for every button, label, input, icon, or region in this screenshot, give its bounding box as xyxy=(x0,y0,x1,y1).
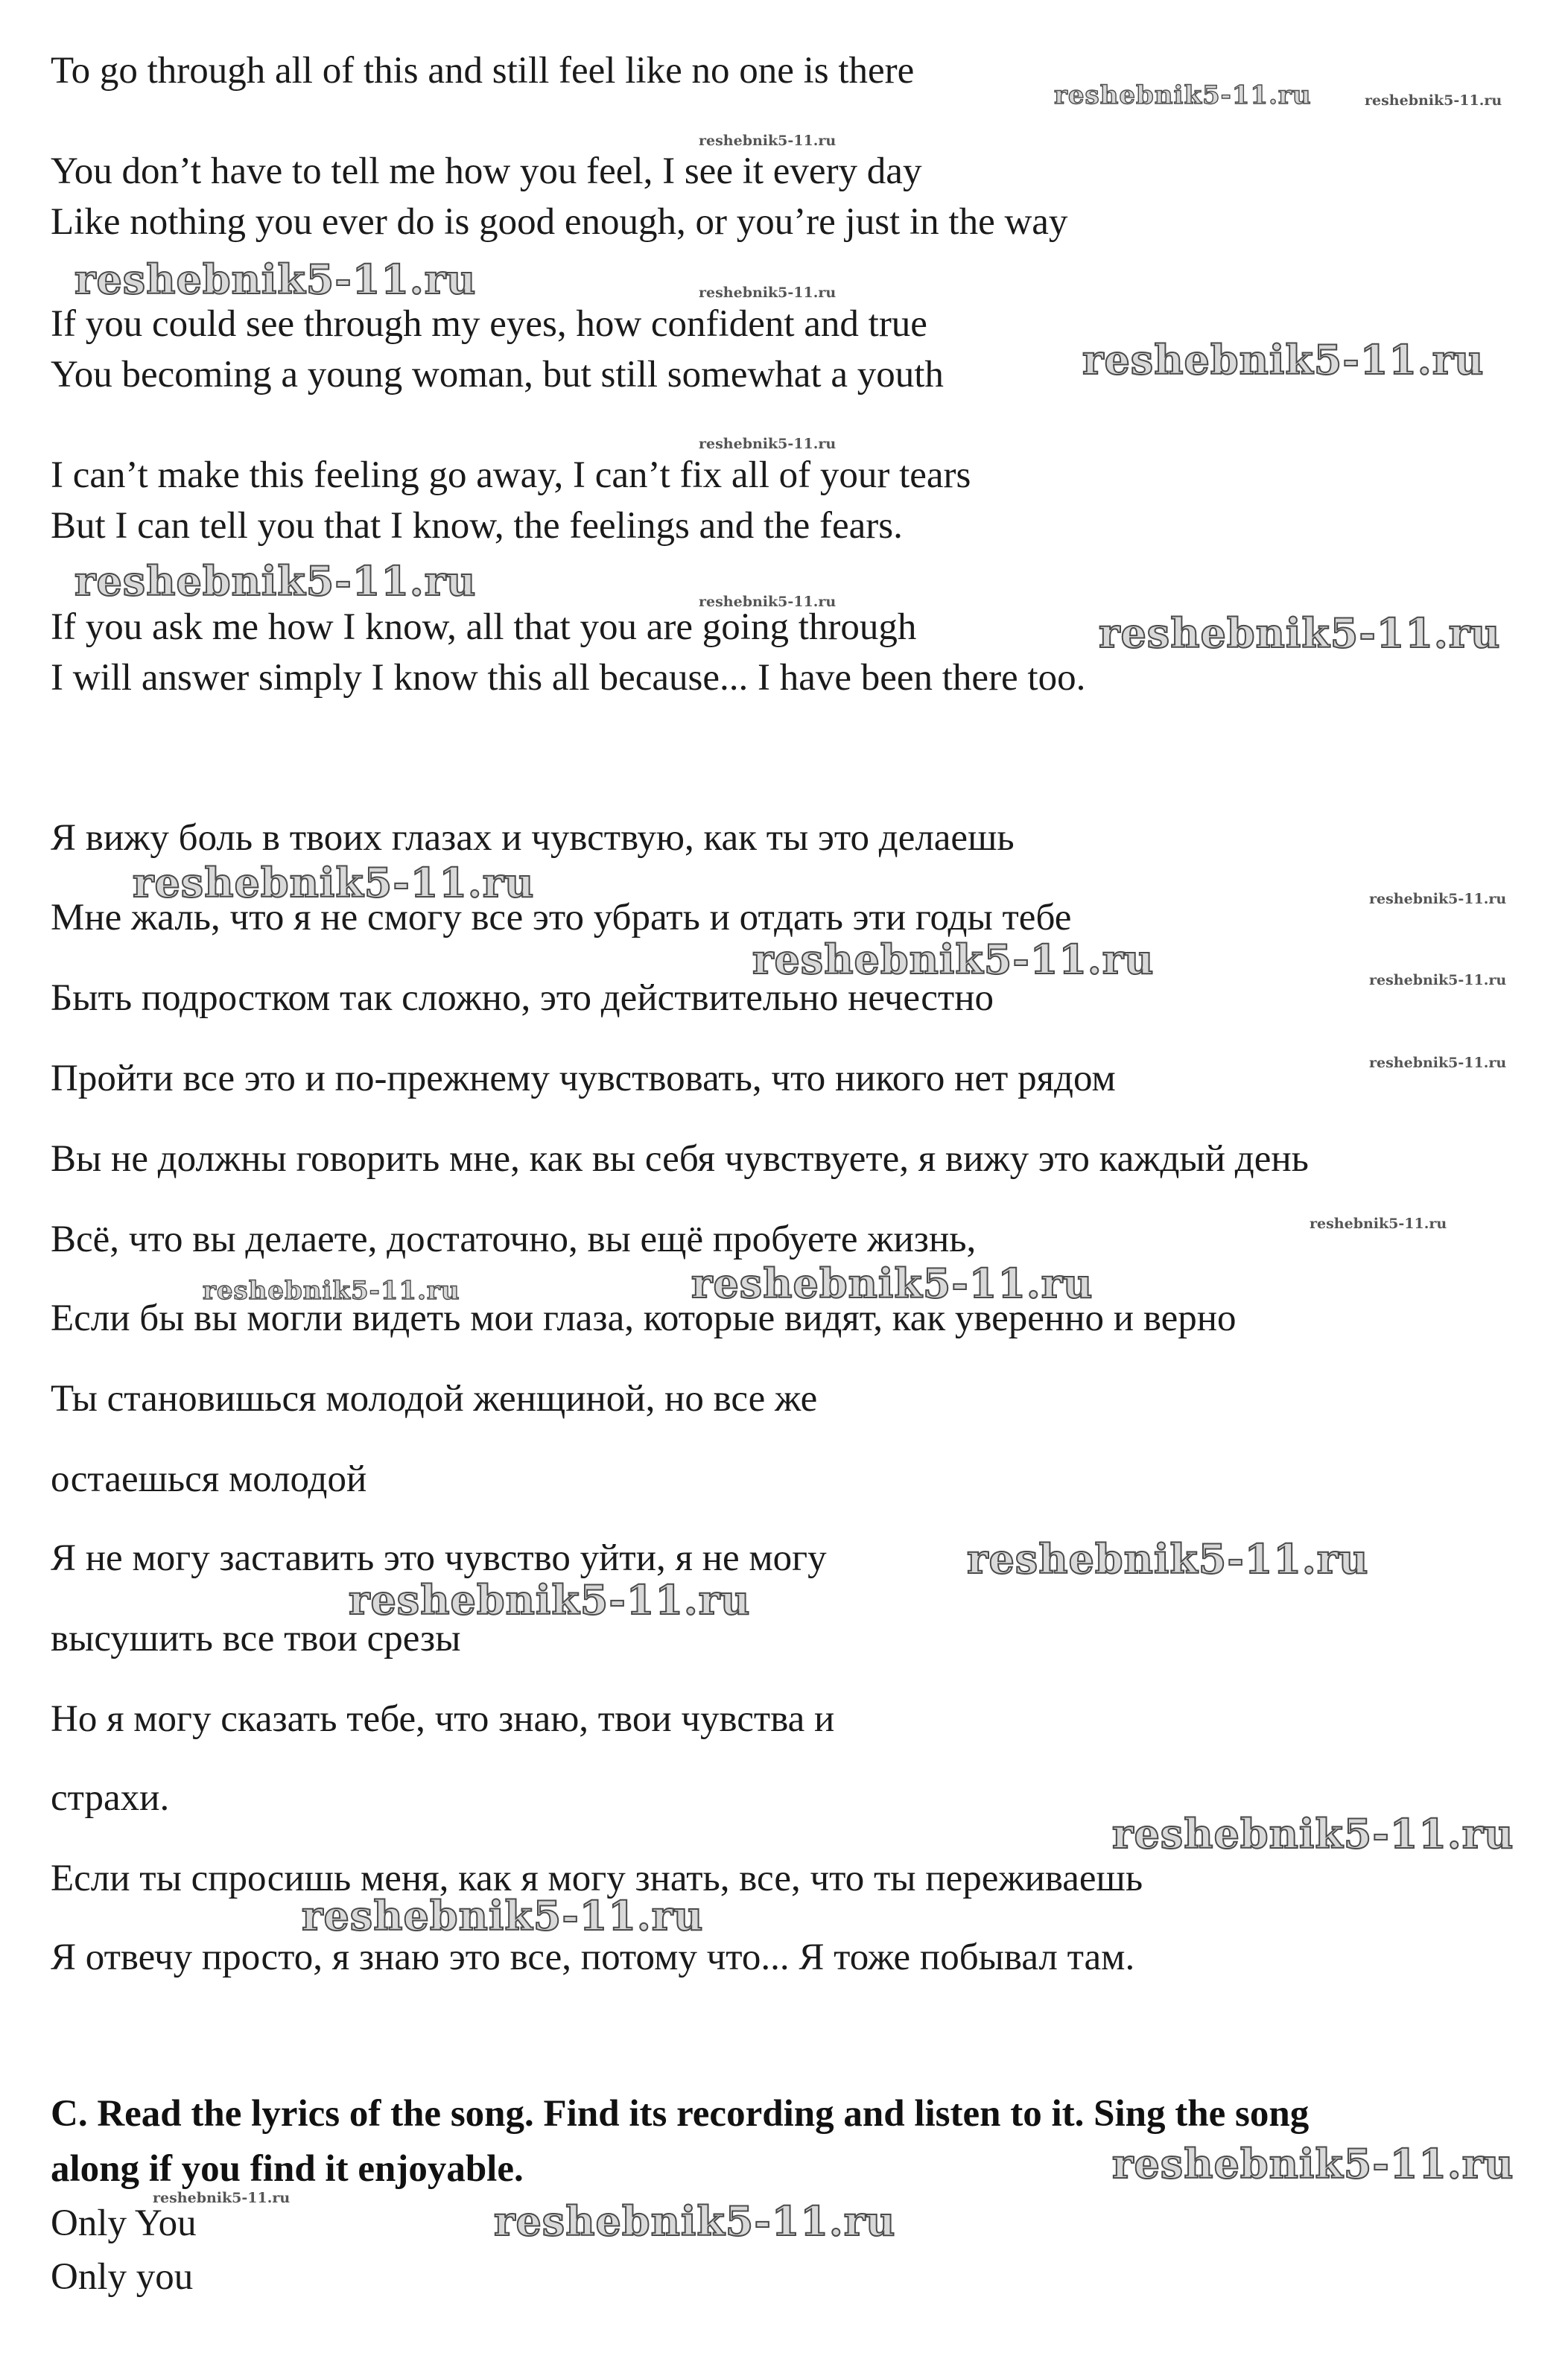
lyrics-line-en: To go through all of this and still feel like no one is there xyxy=(51,50,915,92)
watermark: reshebnik5-11.ru xyxy=(699,285,837,301)
watermark: reshebnik5-11.ru xyxy=(133,859,535,906)
watermark: reshebnik5-11.ru xyxy=(752,936,1155,983)
lyrics-line-ru: страхи. xyxy=(51,1777,170,1819)
lyrics-line-en: I can’t make this feeling go away, I can’t fix all of your tears xyxy=(51,454,971,496)
lyrics-line-ru: Если ты спросишь меня, как я могу знать, все, что ты переживаешь xyxy=(51,1858,1143,1899)
watermark: reshebnik5-11.ru xyxy=(494,2197,896,2245)
watermark: reshebnik5-11.ru xyxy=(1369,972,1507,988)
watermark: reshebnik5-11.ru xyxy=(699,594,837,610)
watermark: reshebnik5-11.ru xyxy=(153,2190,291,2206)
lyrics-line-ru: Ты становишься молодой женщиной, но все же xyxy=(51,1378,818,1420)
watermark: reshebnik5-11.ru xyxy=(74,557,477,605)
watermark: reshebnik5-11.ru xyxy=(1054,80,1312,110)
song-title-line: Only You xyxy=(51,2202,197,2244)
lyrics-line-ru: высушить все твои срезы xyxy=(51,1618,461,1659)
watermark: reshebnik5-11.ru xyxy=(699,436,837,452)
lyrics-line-en: Like nothing you ever do is good enough, or you’re just in the way xyxy=(51,201,1068,243)
lyrics-line-ru: Но я могу сказать тебе, что знаю, твои чувства и xyxy=(51,1698,835,1740)
watermark: reshebnik5-11.ru xyxy=(1369,1055,1507,1071)
lyrics-line-ru: Быть подростком так сложно, это действительно нечестно xyxy=(51,977,994,1019)
watermark: reshebnik5-11.ru xyxy=(203,1276,460,1306)
watermark: reshebnik5-11.ru xyxy=(1082,336,1485,384)
lyrics-line-ru: Я вижу боль в твоих глазах и чувствую, как ты это делаешь xyxy=(51,817,1015,859)
lyrics-line-ru: Мне жаль, что я не смогу все это убрать и отдать эти годы тебе xyxy=(51,897,1072,938)
lyrics-line-en: I will answer simply I know this all because... I have been there too. xyxy=(51,657,1086,699)
lyrics-line-ru: Если бы вы могли видеть мои глаза, которые видят, как уверенно и верно xyxy=(51,1298,1237,1339)
task-instruction: along if you find it enjoyable. xyxy=(51,2148,524,2190)
lyrics-line-ru: Пройти все это и по-прежнему чувствовать, что никого нет рядом xyxy=(51,1058,1116,1099)
lyrics-line-en: But I can tell you that I know, the feelings and the fears. xyxy=(51,505,903,547)
song-title-line: Only you xyxy=(51,2256,194,2298)
watermark: reshebnik5-11.ru xyxy=(699,133,837,149)
lyrics-line-en: If you could see through my eyes, how confident and true xyxy=(51,303,927,345)
watermark: reshebnik5-11.ru xyxy=(1112,2140,1514,2188)
lyrics-line-ru: Вы не должны говорить мне, как вы себя чувствуете, я вижу это каждый день xyxy=(51,1138,1309,1180)
watermark: reshebnik5-11.ru xyxy=(349,1576,751,1624)
watermark: reshebnik5-11.ru xyxy=(1369,891,1507,907)
watermark: reshebnik5-11.ru xyxy=(302,1892,704,1940)
lyrics-line-ru: Всё, что вы делаете, достаточно, вы ещё пробуете жизнь, xyxy=(51,1219,977,1260)
watermark: reshebnik5-11.ru xyxy=(1112,1810,1514,1858)
task-instruction: C. Read the lyrics of the song. Find its recording and listen to it. Sing the song xyxy=(51,2093,1310,2135)
lyrics-line-ru: Я не могу заставить это чувство уйти, я не могу xyxy=(51,1537,827,1579)
watermark: reshebnik5-11.ru xyxy=(1099,609,1501,657)
lyrics-line-ru: остаешься молодой xyxy=(51,1458,367,1500)
watermark: reshebnik5-11.ru xyxy=(691,1260,1094,1307)
lyrics-line-en: If you ask me how I know, all that you are going through xyxy=(51,606,917,648)
watermark: reshebnik5-11.ru xyxy=(1310,1216,1447,1232)
watermark: reshebnik5-11.ru xyxy=(967,1535,1369,1583)
lyrics-line-en: You don’t have to tell me how you feel, I see it every day xyxy=(51,150,922,192)
watermark: reshebnik5-11.ru xyxy=(1365,92,1502,109)
watermark: reshebnik5-11.ru xyxy=(74,255,477,303)
lyrics-line-ru: Я отвечу просто, я знаю это все, потому что... Я тоже побывал там. xyxy=(51,1937,1135,1978)
lyrics-line-en: You becoming a young woman, but still somewhat a youth xyxy=(51,354,944,396)
